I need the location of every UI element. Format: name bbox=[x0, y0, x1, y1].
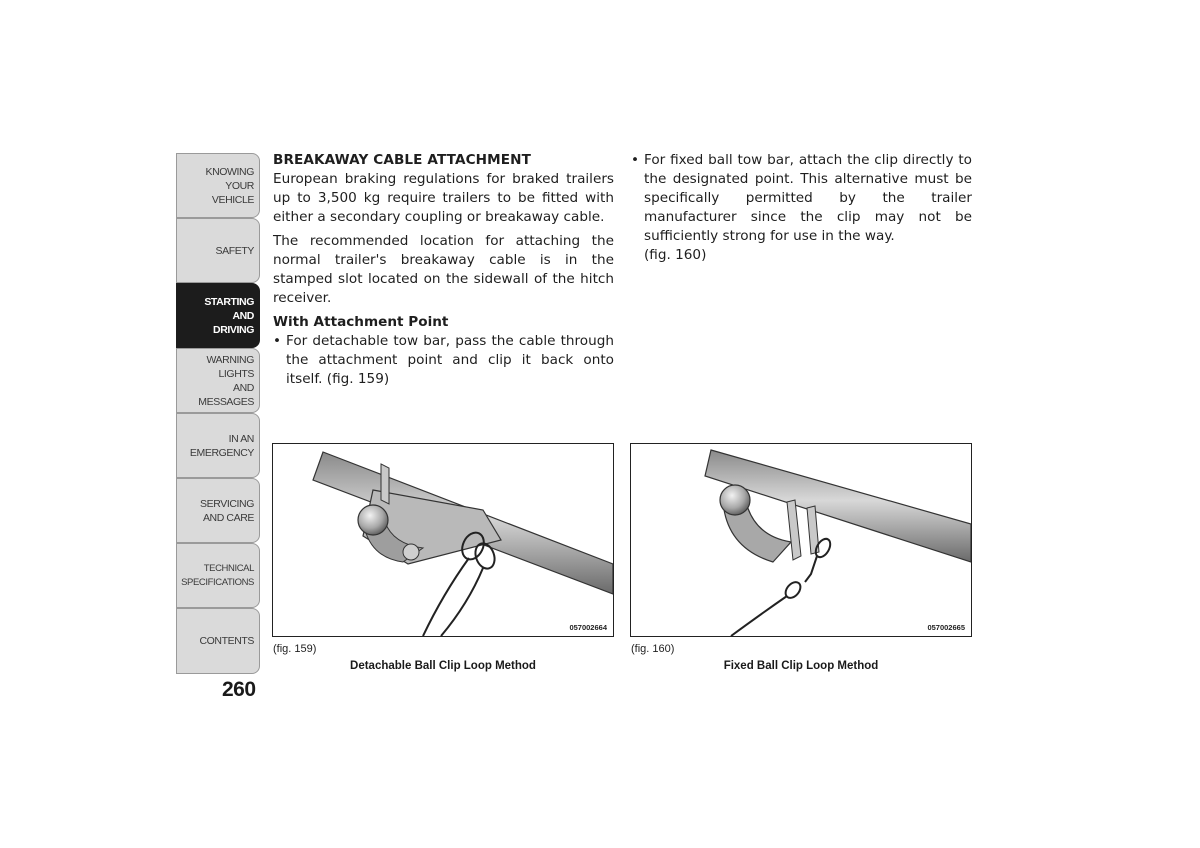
tab-label-line: CONTENTS bbox=[199, 635, 254, 647]
tab-label-line: LIGHTS bbox=[218, 367, 254, 380]
tab-warning-lights-and-messages[interactable] bbox=[176, 348, 260, 413]
tab-label-line: SPECIFICATIONS bbox=[181, 576, 254, 588]
paragraph: European braking regulations for braked trailers up to 3,500 kg require trailers to be fitted with either a secondary coupling or breakaway cable. bbox=[273, 171, 614, 225]
figure-reference: (fig. 160) bbox=[644, 247, 707, 263]
tab-label-line: EMERGENCY bbox=[189, 446, 254, 459]
tab-in-an-emergency[interactable] bbox=[176, 413, 260, 478]
figure-ref-label: (fig. 159) bbox=[273, 643, 317, 655]
tab-label-line: TECHNICAL bbox=[203, 562, 254, 574]
figure-code: 057002664 bbox=[569, 623, 607, 632]
tab-starting-and-driving[interactable] bbox=[176, 283, 260, 348]
tab-label-line: SAFETY bbox=[215, 244, 254, 257]
paragraph: The recommended location for attaching the normal trailer's breakaway cable is in the stamped slot located on the sidewall of the hitch receiver. bbox=[273, 233, 614, 306]
tab-label-line: KNOWING bbox=[205, 165, 254, 178]
tab-label-line: AND CARE bbox=[202, 511, 254, 524]
fixed-tow-ball-illustration bbox=[631, 444, 971, 636]
tab-label-line: VEHICLE bbox=[211, 193, 254, 206]
tab-label-line: DRIVING bbox=[213, 323, 254, 336]
bullet-item: • For detachable tow bar, pass the cable through the attachment point and clip it back onto itself. (fig. 159) bbox=[273, 332, 614, 389]
figure-caption: Fixed Ball Clip Loop Method bbox=[723, 660, 879, 672]
figure-code: 057002665 bbox=[927, 623, 965, 632]
page-number: 260 bbox=[222, 678, 256, 701]
figure-ref-label: (fig. 160) bbox=[631, 643, 675, 655]
detachable-tow-ball-illustration bbox=[273, 444, 613, 636]
bullet-text: For fixed ball tow bar, attach the clip directly to the designated point. This alternative must be specifically permitted by the trailer manufacturer since the clip may not be sufficiently strong for use in the way. bbox=[644, 152, 972, 244]
tab-label-line: MESSAGES bbox=[198, 395, 254, 408]
tab-label-line: YOUR bbox=[225, 179, 254, 192]
tab-label-line: STARTING bbox=[204, 295, 254, 308]
figure-caption: Detachable Ball Clip Loop Method bbox=[350, 660, 536, 672]
section-heading: BREAKAWAY CABLE ATTACHMENT bbox=[273, 152, 531, 168]
bullet-item bbox=[631, 151, 972, 265]
tab-label-line: AND bbox=[232, 309, 254, 322]
tab-knowing-your-vehicle[interactable] bbox=[176, 153, 260, 218]
tab-contents[interactable] bbox=[176, 608, 260, 674]
tab-label-line: SERVICING bbox=[200, 497, 254, 510]
subheading: With Attachment Point bbox=[273, 314, 449, 330]
tab-label-line: IN AN bbox=[228, 432, 254, 445]
tab-label-line: WARNING bbox=[206, 353, 254, 366]
figure-160 bbox=[630, 443, 972, 637]
tab-label-line: AND bbox=[233, 381, 254, 394]
right-column bbox=[631, 151, 972, 265]
left-column bbox=[273, 151, 614, 389]
tab-technical-specifications[interactable] bbox=[176, 543, 260, 608]
tab-servicing-and-care[interactable] bbox=[176, 478, 260, 543]
tab-safety[interactable] bbox=[176, 218, 260, 283]
figure-159 bbox=[272, 443, 614, 637]
